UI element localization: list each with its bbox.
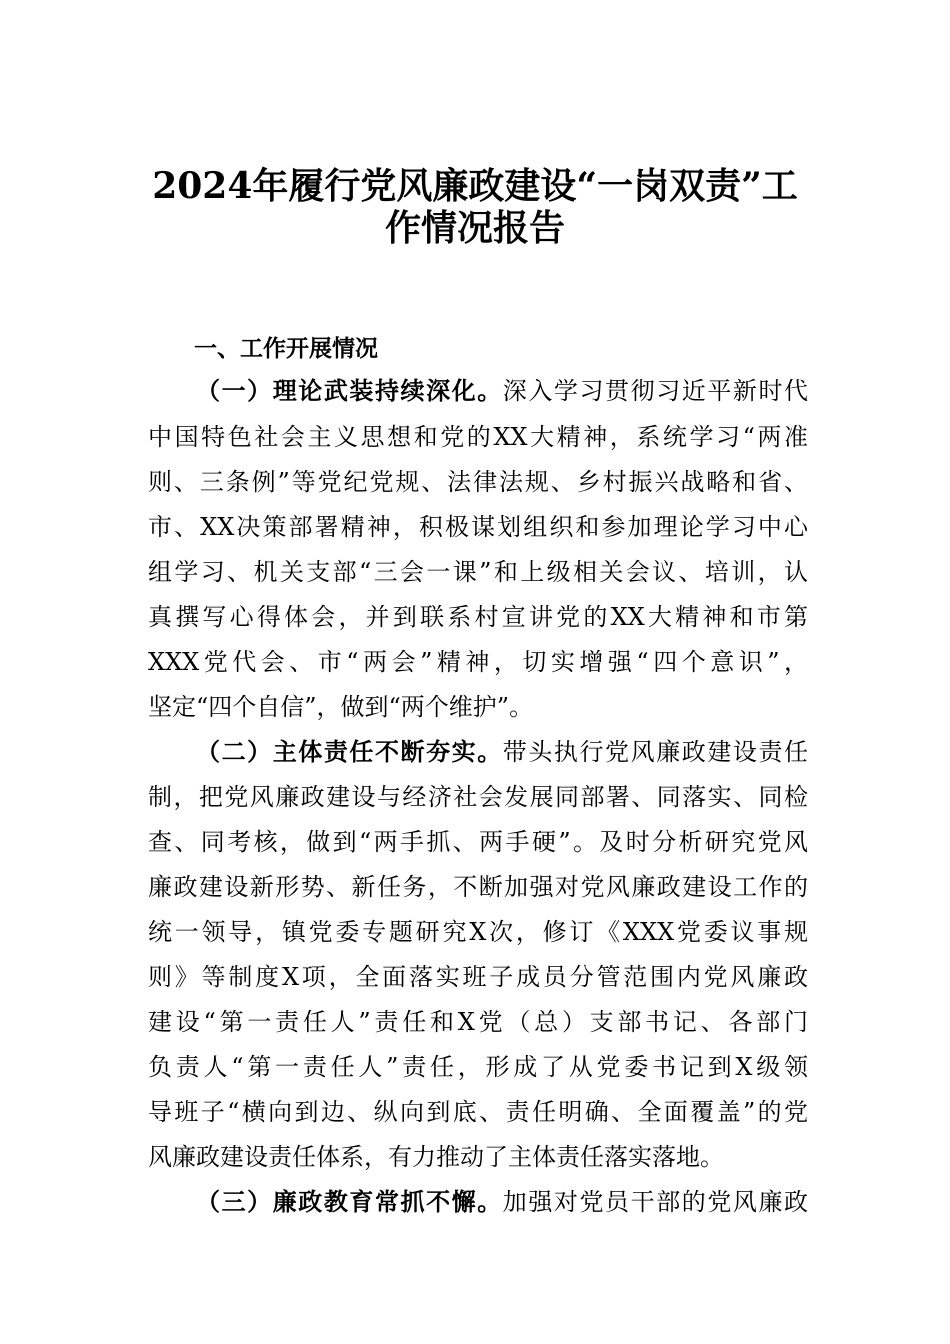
paragraph-line: 中国特色社会主义思想和党的XX大精神，系统学习“两准 [148, 423, 808, 451]
paragraph-line: 风廉政建设责任体系，有力推动了主体责任落实落地。 [148, 1143, 724, 1171]
paragraph-line: 查、同考核，做到“两手抓、两手硬”。及时分析研究党风 [148, 828, 808, 856]
paragraph-line: 真撰写心得体会，并到联系村宣讲党的XX大精神和市第 [148, 603, 808, 631]
paragraph-3-text: 加强对党员干部的党风廉政 [502, 1188, 809, 1216]
paragraph-line: 坚定“四个自信”，做到“两个维护”。 [148, 693, 534, 721]
document-title-line-2: 作情况报告 [384, 207, 565, 249]
paragraph-line: 则》等制度X项，全面落实班子成员分管范围内党风廉政 [148, 963, 808, 991]
paragraph-line: 负责人“第一责任人”责任，形成了从党委书记到X级领 [148, 1053, 808, 1081]
paragraph-line: 廉政建设新形势、新任务，不断加强对党风廉政建设工作的 [148, 873, 808, 901]
paragraph-line: 市、XX决策部署精神，积极谋划组织和参加理论学习中心 [148, 513, 808, 541]
paragraph-line: 建设“第一责任人”责任和X党（总）支部书记、各部门 [148, 1008, 808, 1036]
paragraph-1-heading: （一）理论武装持续深化。 [196, 377, 503, 405]
paragraph-line: 组学习、机关支部“三会一课”和上级相关会议、培训，认 [148, 558, 808, 586]
paragraph-line: 统一领导，镇党委专题研究X次，修订《XXX党委议事规 [148, 918, 808, 946]
paragraph-3-heading: （三）廉政教育常抓不懈。 [196, 1188, 503, 1216]
paragraph-line: 导班子“横向到边、纵向到底、责任明确、全面覆盖”的党 [148, 1098, 808, 1126]
paragraph-2-text: 带头执行党风廉政建设责任 [502, 738, 809, 766]
paragraph-1-text: 深入学习贯彻习近平新时代 [502, 377, 809, 405]
paragraph-1-line-1 [196, 376, 808, 406]
document-title-line-1: 2024年履行党风廉政建设“一岗双责”工 [152, 165, 798, 207]
section-heading: 一、工作开展情况 [194, 336, 378, 362]
paragraph-2-heading: （二）主体责任不断夯实。 [196, 738, 503, 766]
paragraph-line: 则、三条例”等党纪党规、法律法规、乡村振兴战略和省、 [148, 468, 808, 496]
paragraph-2-line-1 [196, 737, 808, 767]
paragraph-line: XXX党代会、市“两会”精神，切实增强“四个意识”， [148, 648, 808, 676]
paragraph-line: 制，把党风廉政建设与经济社会发展同部署、同落实、同检 [148, 783, 808, 811]
paragraph-3-line-1 [196, 1187, 808, 1217]
